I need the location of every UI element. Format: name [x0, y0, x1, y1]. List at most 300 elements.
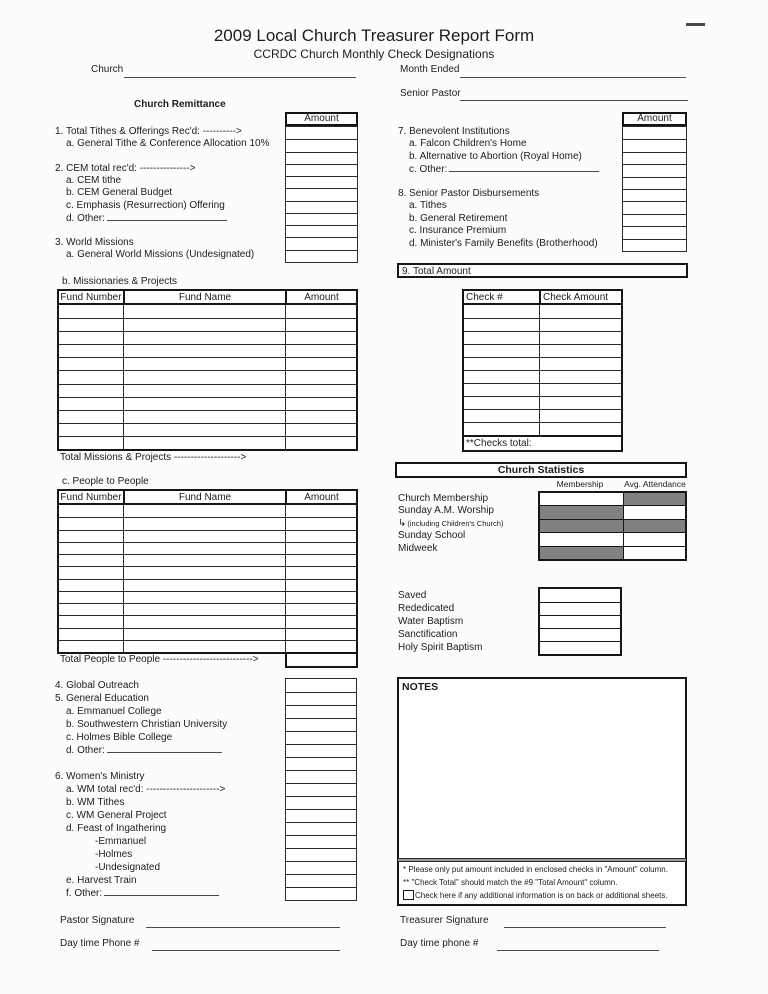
- table-row: [464, 422, 621, 435]
- statistics-extra-grid: [538, 587, 622, 656]
- outreach-lines: [55, 679, 283, 900]
- form-line: [55, 718, 283, 731]
- pastor-signature-line[interactable]: [146, 927, 340, 928]
- senior-pastor-fill-line[interactable]: [460, 100, 688, 101]
- statistic-value-cell[interactable]: [623, 533, 685, 545]
- amount-cell[interactable]: [286, 822, 356, 835]
- statistic-label: [398, 505, 503, 517]
- form-line: [398, 200, 620, 212]
- statistic-label: [398, 543, 503, 555]
- footnote-checkbox-line: [403, 890, 668, 900]
- fund-number-cell[interactable]: [59, 505, 123, 517]
- treasurer-signature-line[interactable]: [504, 927, 666, 928]
- form-line-label: a. General World Missions (Undesignated): [66, 248, 255, 260]
- statistic-value-cell[interactable]: [623, 506, 685, 518]
- table-row: [464, 383, 621, 396]
- form-line-label: -Emmanuel: [95, 836, 147, 847]
- amount-cell[interactable]: [285, 358, 356, 370]
- form-line: [55, 809, 283, 822]
- fund-name-cell[interactable]: [123, 398, 285, 410]
- fund-name-cell[interactable]: [539, 410, 621, 422]
- statistic-value-cell[interactable]: [540, 628, 620, 641]
- table-row: [59, 505, 356, 517]
- form-line-label: a. CEM tithe: [66, 175, 122, 187]
- avg-attendance-column-label: Avg. Attendance: [624, 479, 686, 489]
- table-row: [59, 370, 356, 383]
- form-line-label: b. Southwestern Christian University: [66, 719, 228, 730]
- missionaries-caption: b. Missionaries & Projects: [62, 276, 178, 287]
- table-row: [59, 436, 356, 449]
- form-line-label: b. Alternative to Abortion (Royal Home): [409, 150, 582, 162]
- fund-number-cell[interactable]: [59, 424, 123, 436]
- form-line-label: -Undesignated: [95, 862, 161, 873]
- amount-cell[interactable]: [285, 505, 356, 517]
- form-line-label: c. WM General Project: [66, 810, 167, 821]
- treasurer-phone-line[interactable]: [497, 950, 659, 951]
- form-line-label: d. Other:: [66, 745, 105, 756]
- statistic-value-cell[interactable]: [540, 641, 620, 654]
- people-table: [57, 489, 358, 654]
- form-line: [55, 249, 283, 261]
- form-line: [398, 188, 620, 200]
- table-row: [59, 542, 356, 554]
- amount-cell[interactable]: [286, 705, 356, 718]
- treasurer-signature-label: Treasurer Signature: [400, 915, 489, 926]
- statistic-value-cell: [540, 547, 623, 559]
- notes-box: [397, 677, 687, 906]
- form-line: [398, 163, 620, 175]
- remittance-amount-column: [285, 126, 358, 263]
- column-header: Fund Number: [60, 292, 122, 303]
- amount-cell[interactable]: [285, 604, 356, 615]
- form-line-label: 2. CEM total rec'd: --------------->: [55, 162, 196, 174]
- fill-in-line[interactable]: [104, 887, 219, 896]
- fund-name-cell[interactable]: [539, 332, 621, 344]
- statistic-label: Rededicated: [398, 603, 455, 614]
- table-row: [59, 640, 356, 652]
- amount-cell[interactable]: [623, 127, 686, 139]
- table-row: [59, 410, 356, 423]
- amount-cell[interactable]: [286, 744, 356, 757]
- fund-number-cell[interactable]: [59, 604, 123, 615]
- form-line-label: c. Holmes Bible College: [66, 732, 173, 743]
- table-row: [59, 566, 356, 578]
- form-line: [55, 796, 283, 809]
- form-line: [55, 163, 283, 175]
- amount-cell[interactable]: [286, 176, 357, 188]
- amount-cell[interactable]: [623, 201, 686, 213]
- pastor-phone-line[interactable]: [152, 950, 340, 951]
- column-header: Fund Name: [123, 491, 285, 503]
- benevolent-amount-column: [622, 126, 687, 252]
- amount-cell[interactable]: [285, 424, 356, 436]
- fund-number-cell[interactable]: [464, 345, 539, 357]
- fund-number-cell[interactable]: [59, 332, 123, 344]
- amount-cell[interactable]: [286, 213, 357, 225]
- table-row: [59, 517, 356, 529]
- form-line-label: c. Emphasis (Resurrection) Offering: [66, 199, 225, 211]
- form-line: [55, 887, 283, 900]
- amount-cell[interactable]: [285, 580, 356, 591]
- amount-cell[interactable]: [623, 139, 686, 151]
- footnote-amount-column: * Please only put amount included in enclosed checks in "Amount" column.: [403, 865, 668, 874]
- fund-number-cell[interactable]: [464, 410, 539, 422]
- table-row: [464, 305, 621, 318]
- fund-number-cell[interactable]: [464, 423, 539, 435]
- amount-cell[interactable]: [285, 305, 356, 318]
- remittance-amount-header: Amount: [285, 112, 358, 126]
- amount-cell[interactable]: [285, 371, 356, 383]
- amount-cell[interactable]: [285, 629, 356, 640]
- checks-table: [462, 289, 623, 452]
- statistic-value-cell[interactable]: [540, 602, 620, 615]
- amount-cell[interactable]: [286, 201, 357, 213]
- form-line: [398, 225, 620, 237]
- fund-number-cell[interactable]: [464, 305, 539, 318]
- statistic-label: [398, 493, 503, 505]
- fund-name-cell[interactable]: [123, 385, 285, 397]
- statistic-label: [398, 530, 503, 542]
- fund-number-cell[interactable]: [59, 385, 123, 397]
- statistic-value-cell[interactable]: [540, 533, 623, 545]
- form-line-label: 6. Women's Ministry: [55, 771, 145, 782]
- amount-cell[interactable]: [286, 679, 356, 692]
- amount-cell[interactable]: [285, 592, 356, 603]
- amount-cell[interactable]: [286, 796, 356, 809]
- total-amount-box[interactable]: [397, 263, 688, 278]
- fund-number-cell[interactable]: [59, 319, 123, 331]
- fund-number-cell[interactable]: [59, 592, 123, 603]
- table-header-row: [59, 291, 356, 305]
- fund-name-cell[interactable]: [123, 629, 285, 640]
- statistic-label: [398, 518, 503, 530]
- form-line: [55, 770, 283, 783]
- form-line-label: 1. Total Tithes & Offerings Rec'd: ---------->: [55, 126, 242, 137]
- form-line-label: e. Harvest Train: [66, 875, 137, 886]
- fund-name-cell[interactable]: [123, 580, 285, 591]
- statistic-label-text: (including Children's Church): [407, 518, 504, 528]
- form-line: [398, 138, 620, 150]
- fund-name-cell[interactable]: [539, 423, 621, 435]
- statistic-label: Sanctification: [398, 629, 458, 640]
- table-row: [59, 603, 356, 615]
- form-line: [398, 176, 620, 188]
- amount-cell[interactable]: [285, 332, 356, 344]
- form-line: [55, 679, 283, 692]
- form-line: [55, 224, 283, 236]
- fund-name-cell[interactable]: [123, 641, 285, 652]
- pastor-phone-label: Day time Phone #: [60, 938, 140, 949]
- statistic-value-cell: [623, 520, 685, 532]
- amount-cell[interactable]: [623, 189, 686, 201]
- fund-name-cell[interactable]: [539, 305, 621, 318]
- notes-divider: [398, 858, 686, 862]
- fund-number-cell[interactable]: [59, 555, 123, 566]
- fund-number-cell[interactable]: [59, 543, 123, 554]
- amount-cell[interactable]: [286, 225, 357, 237]
- form-line: [55, 705, 283, 718]
- fund-name-cell[interactable]: [123, 319, 285, 331]
- form-line-label: c. Other:: [409, 164, 448, 176]
- amount-cell[interactable]: [285, 641, 356, 652]
- fund-number-cell[interactable]: [464, 397, 539, 409]
- fund-number-cell[interactable]: [59, 398, 123, 410]
- remittance-lines: [55, 126, 283, 261]
- fund-number-cell[interactable]: [59, 518, 123, 529]
- amount-cell[interactable]: [285, 345, 356, 357]
- fund-name-cell[interactable]: [123, 371, 285, 383]
- form-line: [55, 151, 283, 163]
- table-row: [464, 409, 621, 422]
- statistics-row-labels: [398, 493, 503, 555]
- amount-cell[interactable]: [286, 874, 356, 887]
- statistic-label-text: Midweek: [398, 542, 438, 554]
- amount-cell[interactable]: [285, 398, 356, 410]
- form-line-label: d. Other:: [66, 213, 105, 225]
- amount-cell[interactable]: [285, 531, 356, 542]
- form-line: [55, 848, 283, 861]
- form-line-label: a. Tithes: [409, 200, 447, 212]
- fund-name-cell[interactable]: [123, 555, 285, 566]
- amount-cell[interactable]: [285, 385, 356, 397]
- column-header: Amount: [285, 291, 356, 303]
- fund-name-cell[interactable]: [123, 531, 285, 542]
- form-subtitle: CCRDC Church Monthly Check Designations: [253, 47, 495, 61]
- table-row: [59, 591, 356, 603]
- fund-name-cell[interactable]: [123, 305, 285, 318]
- fund-number-cell[interactable]: [464, 332, 539, 344]
- form-line: [55, 874, 283, 887]
- form-line: [55, 187, 283, 199]
- fund-number-cell[interactable]: [464, 384, 539, 396]
- form-line: [55, 731, 283, 744]
- statistic-value-cell: [540, 506, 623, 518]
- table-row: [464, 357, 621, 370]
- checks-total-cell[interactable]: **Checks total:: [464, 435, 621, 450]
- column-header: Check Amount: [539, 291, 621, 303]
- form-line-label: 3. World Missions: [55, 236, 134, 248]
- form-line-label: -Holmes: [95, 849, 133, 860]
- church-fill-line[interactable]: [124, 77, 356, 78]
- statistic-row: [540, 493, 685, 505]
- fund-name-cell[interactable]: [123, 437, 285, 449]
- fund-name-cell[interactable]: [123, 592, 285, 603]
- month-ended-fill-line[interactable]: [460, 77, 686, 78]
- form-line: [55, 744, 283, 757]
- table-row: [59, 357, 356, 370]
- amount-cell[interactable]: [286, 718, 356, 731]
- amount-cell[interactable]: [286, 139, 357, 151]
- fund-name-cell[interactable]: [123, 424, 285, 436]
- amount-cell[interactable]: [623, 239, 686, 251]
- statistic-value-cell[interactable]: [540, 589, 620, 602]
- statistic-value-cell: [623, 493, 685, 505]
- column-header: Fund Name: [123, 291, 285, 303]
- amount-cell[interactable]: [285, 319, 356, 331]
- fund-name-cell[interactable]: [123, 616, 285, 627]
- benevolent-lines: [398, 126, 620, 250]
- fund-number-cell[interactable]: [59, 616, 123, 627]
- statistic-row: [540, 532, 685, 545]
- amount-cell[interactable]: [286, 250, 357, 262]
- form-line: [55, 237, 283, 249]
- statistics-extra-labels: [398, 589, 482, 654]
- form-line: [55, 138, 283, 150]
- fund-number-cell[interactable]: [59, 641, 123, 652]
- fund-name-cell[interactable]: [123, 604, 285, 615]
- people-caption: c. People to People: [62, 476, 149, 487]
- amount-cell[interactable]: [286, 237, 357, 249]
- amount-cell[interactable]: [285, 543, 356, 554]
- form-line-label: b. CEM General Budget: [66, 187, 173, 199]
- amount-cell[interactable]: [286, 887, 356, 900]
- amount-cell[interactable]: [623, 152, 686, 164]
- fund-name-cell[interactable]: [539, 384, 621, 396]
- form-line: [55, 757, 283, 770]
- form-line-label: a. General Tithe & Conference Allocation 10%: [66, 138, 270, 150]
- statistic-label-text: Sunday School: [398, 530, 466, 542]
- form-line-label: 4. Global Outreach: [55, 680, 139, 691]
- fill-in-line[interactable]: [449, 163, 599, 172]
- fund-name-cell[interactable]: [539, 358, 621, 370]
- fund-name-cell[interactable]: [539, 319, 621, 331]
- table-row: [59, 305, 356, 318]
- fund-number-cell[interactable]: [464, 371, 539, 383]
- amount-cell[interactable]: [286, 127, 357, 139]
- statistic-label: Water Baptism: [398, 616, 464, 627]
- people-total-label: Total People to People --------------------------->: [60, 654, 259, 665]
- table-row: [59, 318, 356, 331]
- statistic-value-cell[interactable]: [540, 493, 623, 505]
- statistic-value-cell[interactable]: [540, 615, 620, 628]
- amount-cell[interactable]: [285, 437, 356, 449]
- amount-cell[interactable]: [286, 757, 356, 770]
- fund-name-cell[interactable]: [123, 543, 285, 554]
- amount-cell[interactable]: [286, 809, 356, 822]
- fund-name-cell[interactable]: [123, 518, 285, 529]
- form-line: [55, 175, 283, 187]
- fund-number-cell[interactable]: [59, 371, 123, 383]
- missionaries-total-label: Total Missions & Projects -------------------->: [60, 452, 247, 463]
- membership-column-label: Membership: [556, 479, 604, 489]
- fund-name-cell[interactable]: [539, 397, 621, 409]
- additional-info-checkbox[interactable]: [403, 890, 414, 900]
- table-row: [59, 423, 356, 436]
- amount-cell[interactable]: [285, 616, 356, 627]
- senior-pastor-label: Senior Pastor: [400, 88, 461, 99]
- fund-name-cell[interactable]: [539, 345, 621, 357]
- amount-cell[interactable]: [623, 214, 686, 226]
- amount-cell[interactable]: [286, 188, 357, 200]
- column-header: Amount: [285, 491, 356, 503]
- statistics-heading: Church Statistics: [395, 462, 687, 478]
- fund-number-cell[interactable]: [59, 567, 123, 578]
- missionaries-table: [57, 289, 358, 451]
- amount-cell[interactable]: [285, 518, 356, 529]
- fund-name-cell[interactable]: [539, 371, 621, 383]
- fund-name-cell[interactable]: [123, 505, 285, 517]
- fund-number-cell[interactable]: [59, 345, 123, 357]
- table-row: [59, 331, 356, 344]
- form-line-label: c. Insurance Premium: [409, 225, 507, 237]
- form-line: [55, 783, 283, 796]
- amount-cell[interactable]: [623, 226, 686, 238]
- amount-cell[interactable]: [285, 555, 356, 566]
- table-row: [59, 530, 356, 542]
- fund-name-cell[interactable]: [123, 358, 285, 370]
- month-ended-label: Month Ended: [400, 64, 460, 75]
- form-line: [55, 212, 283, 224]
- form-line: [55, 861, 283, 874]
- table-row: [59, 384, 356, 397]
- fund-number-cell[interactable]: [59, 305, 123, 318]
- form-line: [55, 692, 283, 705]
- statistics-grid: [538, 491, 687, 561]
- total-amount-label: 9. Total Amount: [402, 266, 471, 277]
- amount-cell[interactable]: [623, 164, 686, 176]
- fund-name-cell[interactable]: [123, 332, 285, 344]
- fund-number-cell[interactable]: [59, 411, 123, 423]
- form-line-label: a. Falcon Children's Home: [409, 138, 527, 150]
- pastor-signature-label: Pastor Signature: [60, 915, 135, 926]
- form-line: [55, 835, 283, 848]
- form-line-label: 7. Benevolent Institutions: [398, 126, 510, 137]
- amount-cell[interactable]: [286, 731, 356, 744]
- fund-number-cell[interactable]: [464, 358, 539, 370]
- amount-cell[interactable]: [285, 411, 356, 423]
- checkbox-note-label: Check here if any additional information is on back or additional sheets.: [415, 891, 668, 900]
- amount-cell[interactable]: [286, 770, 356, 783]
- form-line: [398, 238, 620, 250]
- amount-cell[interactable]: [286, 692, 356, 705]
- fund-number-cell[interactable]: [59, 580, 123, 591]
- fund-number-cell[interactable]: [59, 358, 123, 370]
- statistic-value-cell[interactable]: [623, 547, 685, 559]
- fund-number-cell[interactable]: [59, 629, 123, 640]
- fund-number-cell[interactable]: [464, 319, 539, 331]
- table-row: [464, 370, 621, 383]
- amount-cell[interactable]: [623, 177, 686, 189]
- fund-name-cell[interactable]: [123, 345, 285, 357]
- form-line-label: b. WM Tithes: [66, 797, 125, 808]
- people-total-cell[interactable]: [285, 652, 358, 668]
- column-header: Fund Number: [60, 492, 122, 503]
- fund-number-cell[interactable]: [59, 437, 123, 449]
- amount-cell[interactable]: [285, 567, 356, 578]
- amount-cell[interactable]: [286, 164, 357, 176]
- table-row: [464, 318, 621, 331]
- fund-number-cell[interactable]: [59, 531, 123, 542]
- fill-in-line[interactable]: [107, 744, 222, 753]
- fill-in-line[interactable]: [107, 212, 227, 221]
- table-row: [59, 397, 356, 410]
- amount-cell[interactable]: [286, 835, 356, 848]
- form-line: [398, 151, 620, 163]
- branch-arrow-icon: ↳: [398, 517, 407, 529]
- table-row: [59, 579, 356, 591]
- form-line-label: d. Minister's Family Benefits (Brotherhood): [409, 237, 598, 249]
- amount-cell[interactable]: [286, 152, 357, 164]
- form-line-label: a. WM total rec'd: ---------------------->: [66, 784, 226, 795]
- fund-name-cell[interactable]: [123, 567, 285, 578]
- amount-cell[interactable]: [286, 783, 356, 796]
- notes-writing-area[interactable]: [399, 695, 685, 858]
- amount-cell[interactable]: [286, 848, 356, 861]
- amount-cell[interactable]: [286, 861, 356, 874]
- table-row: [59, 554, 356, 566]
- column-header: Check #: [466, 292, 503, 303]
- fund-name-cell[interactable]: [123, 411, 285, 423]
